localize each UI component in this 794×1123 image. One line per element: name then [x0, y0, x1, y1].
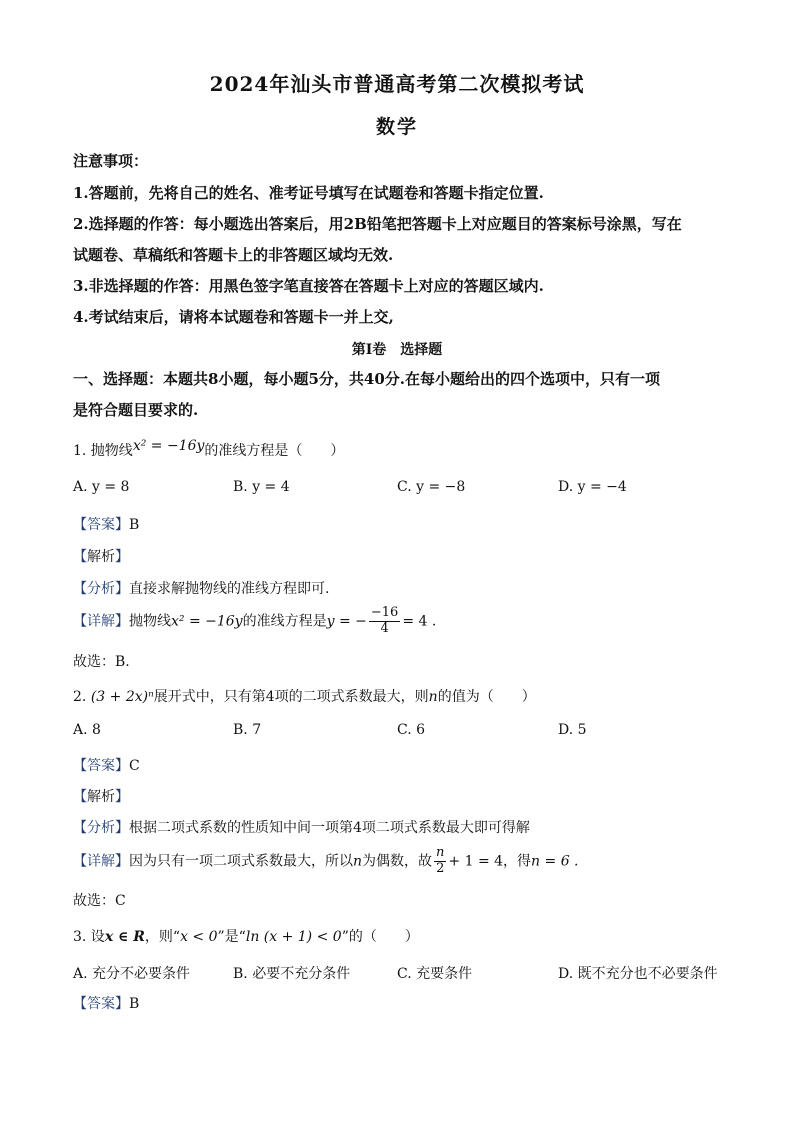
q2-answer-value: C — [129, 758, 140, 774]
question-3: 3. 设x ∈ R，则“x < 0”是“ln (x + 1) < 0”的（ ） — [73, 929, 419, 945]
q1-fraction: $\frac{-16}{4}$ — [370, 605, 399, 636]
q2-fenxi: 【分析】根据二项式系数的性质知中间一项第4项二项式系数最大即可得解 — [73, 820, 530, 836]
q3-option-d: D. 既不充分也不必要条件 — [558, 966, 718, 982]
q1-answer-value: B — [129, 517, 140, 533]
note-2a: 2.选择题的作答：每小题选出答案后，用2B铅笔把答题卡上对应题目的答案标号涂黑，写在 — [73, 215, 682, 233]
q1-fenxi-text: 直接求解抛物线的准线方程即可. — [129, 581, 330, 597]
q2-conclusion: 故选：C — [73, 893, 126, 909]
section-title: 第Ⅰ卷 选择题 — [351, 342, 443, 358]
question-1 — [73, 440, 344, 460]
q1-conclusion: 故选：B. — [73, 654, 130, 670]
note-2b: 试题卷、草稿纸和答题卡上的非答题区域均无效. — [73, 246, 394, 264]
q2-detail: 【详解】因为只有一项二项式系数最大，所以n为偶数，故 $\frac{n}{2}$ + 1 = 4，得n = 6 . — [73, 845, 579, 876]
q3-option-b: B. 必要不充分条件 — [233, 966, 351, 982]
exam-title: 2024年汕头市普通高考第二次模拟考试 — [209, 72, 585, 96]
q1-option-c: C. y = −8 — [397, 479, 466, 495]
fenxi-tag: 【分析】 — [73, 581, 129, 597]
note-1: 1.答题前，先将自己的姓名、准考证号填写在试题卷和答题卡指定位置. — [73, 184, 544, 202]
q3-condition: x ∈ R — [104, 929, 145, 945]
q1-option-b: B. y = 4 — [233, 479, 290, 495]
section-heading-a: 一、选择题：本题共8小题，每小题5分，共40分.在每小题给出的四个选项中，只有一项 — [73, 370, 660, 388]
note-4: 4.考试结束后，请将本试题卷和答题卡一并上交, — [73, 308, 394, 326]
q1-option-a: A. y = 8 — [73, 479, 130, 495]
q3-option-c: C. 充要条件 — [397, 966, 473, 982]
q3-answer-value: B — [129, 996, 140, 1012]
q2-option-d: D. 5 — [558, 722, 587, 738]
q1-analysis-heading: 【解析】 — [73, 549, 129, 565]
q2-option-a: A. 8 — [73, 722, 101, 738]
subject-title: 数学 — [375, 116, 418, 138]
answer-tag: 【答案】 — [73, 517, 129, 533]
q2-analysis-heading: 【解析】 — [73, 789, 129, 805]
analysis-label: 解析 — [87, 549, 115, 565]
q2-option-c: C. 6 — [397, 722, 426, 738]
xiangjie-tag: 【详解】 — [73, 613, 129, 630]
note-3: 3.非选择题的作答：用黑色签字笔直接答在答题卡上对应的答题区域内. — [73, 277, 544, 295]
q2-fraction: $\frac{n}{2}$ — [436, 845, 445, 876]
question-2: 2. (3 + 2x)ⁿ展开式中，只有第4项的二项式系数最大，则n的值为（ ） — [73, 689, 536, 705]
section-heading-b: 是符合题目要求的. — [73, 401, 199, 419]
q2-fenxi-text: 根据二项式系数的性质知中间一项第4项二项式系数最大即可得解 — [129, 820, 530, 836]
q1-detail: 【详解】抛物线x² = −16y的准线方程是y = − $\frac{-16}{4}$ = 4 . — [73, 605, 437, 636]
q1-option-d: D. y = −4 — [558, 479, 627, 495]
q2-expression: (3 + 2x)ⁿ — [90, 689, 154, 705]
q1-suffix: 的准线方程是（ ） — [204, 443, 345, 459]
q2-option-b: B. 7 — [233, 722, 262, 738]
q1-answer — [73, 514, 139, 534]
q2-answer: 【答案】C — [73, 758, 140, 774]
q1-fenxi — [73, 578, 329, 598]
q3-answer: 【答案】B — [73, 996, 140, 1012]
q1-prefix: 1. 抛物线 — [73, 443, 133, 459]
q1-equation: x² = −16y — [132, 438, 205, 454]
q3-option-a: A. 充分不必要条件 — [73, 966, 191, 982]
notes-heading: 注意事项： — [73, 152, 149, 170]
